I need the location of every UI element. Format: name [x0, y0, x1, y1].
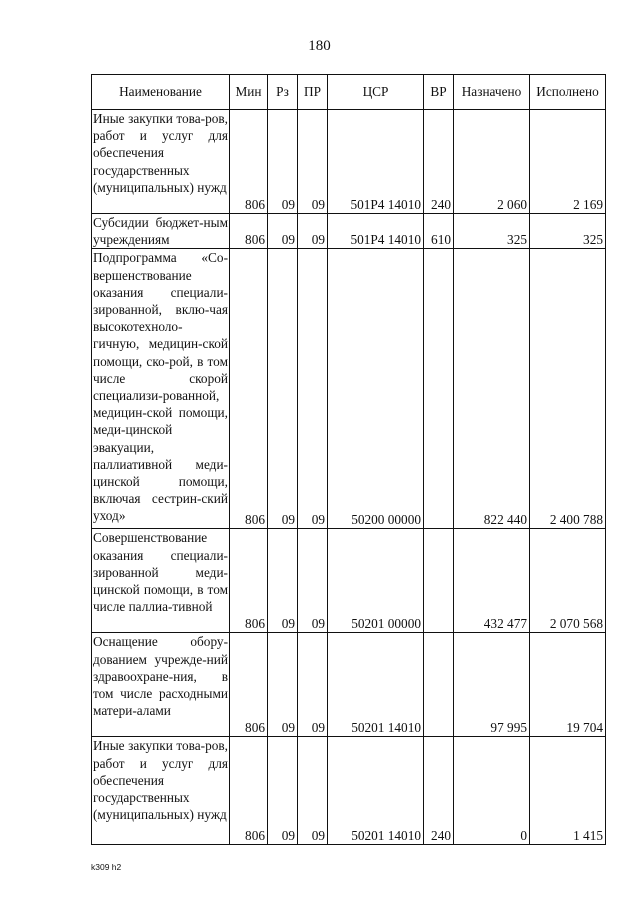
footer-code: k309 h2 [91, 862, 122, 872]
row-name: Иные закупки това-ров, работ и услуг для обеспечения государственных (муниципальных) нужд [92, 737, 230, 845]
table-row [92, 737, 606, 845]
row-name: Субсидии бюджет-ным учреждениям [93, 215, 228, 248]
row-rz: 09 [268, 633, 298, 737]
row-assigned: 97 995 [454, 633, 530, 737]
column-header-vr: ВР [424, 75, 454, 110]
table-row [92, 110, 606, 214]
row-csr: 50201 14010 [328, 737, 424, 845]
row-min: 806 [230, 633, 268, 737]
row-min: 806 [230, 737, 268, 845]
column-header-csr: ЦСР [328, 75, 424, 110]
row-min: 806 [230, 214, 268, 249]
row-pr: 09 [298, 737, 328, 845]
row-pr: 09 [298, 214, 328, 249]
page-number: 180 [308, 38, 331, 54]
row-csr: 501Р4 14010 [328, 110, 424, 214]
row-pr: 09 [298, 249, 328, 529]
row-min: 806 [230, 110, 268, 214]
row-assigned: 822 440 [454, 249, 530, 529]
row-name: Иные закупки това-ров, работ и услуг для обеспечения государственных (муниципальных) нужд [92, 110, 230, 214]
row-vr: 240 [424, 110, 454, 214]
row-pr: 09 [298, 110, 328, 214]
row-min: 806 [230, 529, 268, 633]
row-rz: 09 [268, 249, 298, 529]
row-rz: 09 [268, 110, 298, 214]
table-row [92, 249, 606, 529]
row-pr: 09 [298, 529, 328, 633]
row-assigned: 2 060 [454, 110, 530, 214]
row-csr: 501Р4 14010 [328, 214, 424, 249]
row-assigned: 0 [454, 737, 530, 845]
table-row [92, 214, 606, 249]
row-name: Совершенствование оказания специали-зированной меди-цинской помощи, в том числе паллиа-тивной [92, 529, 230, 633]
row-csr: 50201 14010 [328, 633, 424, 737]
row-executed: 2 400 788 [530, 249, 606, 529]
budget-table [91, 74, 606, 845]
row-executed: 19 704 [530, 633, 606, 737]
column-header-assigned: Назначено [454, 75, 530, 110]
column-header-min: Мин [230, 75, 268, 110]
row-rz: 09 [268, 529, 298, 633]
row-csr: 50200 00000 [328, 249, 424, 529]
column-header-executed: Исполнено [530, 75, 606, 110]
table-row [92, 633, 606, 737]
column-header-rz: Рз [268, 75, 298, 110]
row-assigned: 432 477 [454, 529, 530, 633]
row-vr: 240 [424, 737, 454, 845]
table-header-row [92, 75, 606, 110]
row-pr: 09 [298, 633, 328, 737]
row-vr [424, 633, 454, 737]
row-min: 806 [230, 249, 268, 529]
row-vr [424, 249, 454, 529]
row-rz: 09 [268, 214, 298, 249]
table-row [92, 529, 606, 633]
row-name: Оснащение обору-дованием учрежде-ний здравоохране-ния, в том числе расходными матери-алами [92, 633, 230, 737]
row-executed: 2 070 568 [530, 529, 606, 633]
row-assigned: 325 [454, 214, 530, 249]
row-executed: 2 169 [530, 110, 606, 214]
row-vr [424, 529, 454, 633]
row-rz: 09 [268, 737, 298, 845]
row-csr: 50201 00000 [328, 529, 424, 633]
column-header-pr: ПР [298, 75, 328, 110]
column-header-name: Наименование [92, 75, 230, 110]
row-executed: 325 [530, 214, 606, 249]
row-name: Подпрограмма «Со-вершенствование оказания специали-зированной, вклю-чая высокотехноло-гичную, медицин-ской помощи, ско-рой, в том числе скорой специализи-рованной, медицин-ской помощи, меди-цинской эвакуации, паллиативной меди-цинской помощи, включая сестрин-ский уход» [92, 249, 230, 529]
row-vr: 610 [424, 214, 454, 249]
row-executed: 1 415 [530, 737, 606, 845]
